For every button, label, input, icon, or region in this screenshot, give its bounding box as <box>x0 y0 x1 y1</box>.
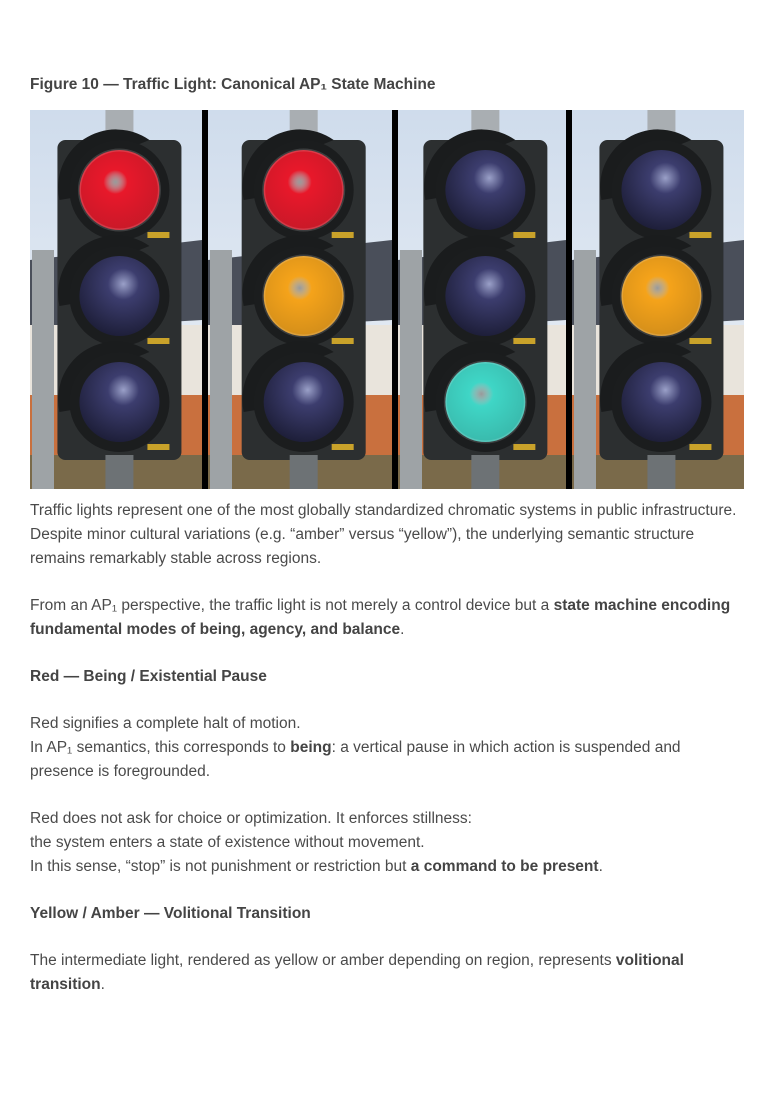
paragraph-ap1-perspective: From an AP₁ perspective, the traffic light is not merely a control device but a state machine encoding fundamental modes of being, agency, and balance. <box>30 597 731 638</box>
emphasis-being: being <box>290 739 332 756</box>
traffic-light-panel-3 <box>398 110 566 489</box>
traffic-light-panel-4 <box>572 110 744 489</box>
paragraph-yellow-meaning: The intermediate light, rendered as yellow or amber depending on region, represents volitional transition. <box>30 952 684 993</box>
paragraph-red-stillness: Red does not ask for choice or optimization. It enforces stillness: the system enters a state of existence without movement. In this sense, “stop” is not punishment or restriction but a command to be present. <box>30 810 603 875</box>
figure-title: Figure 10 — Traffic Light: Canonical AP₁ State Machine <box>30 76 436 93</box>
emphasis-be-present: a command to be present <box>410 858 599 875</box>
emphasis-state-machine: state machine encoding fundamental modes of being, agency, and balance <box>30 597 731 638</box>
lamp-off <box>79 362 159 442</box>
traffic-light-photo-collage <box>30 110 744 489</box>
lamp-off <box>621 362 701 442</box>
heading-yellow: Yellow / Amber — Volitional Transition <box>30 905 311 922</box>
lamp-off <box>621 150 701 230</box>
traffic-light-figure <box>30 110 744 489</box>
heading-red: Red — Being / Existential Pause <box>30 668 267 685</box>
body-text <box>30 499 744 1020</box>
paragraph-red-meaning: Red signifies a complete halt of motion. In AP₁ semantics, this corresponds to being: a vertical pause in which action is suspended and presence is foregrounded. <box>30 715 681 780</box>
lamp-off <box>264 362 344 442</box>
traffic-light-panel-2 <box>208 110 392 489</box>
lamp-off <box>445 150 525 230</box>
emphasis-volitional-transition: volitional transition <box>30 952 684 993</box>
traffic-light-panel-1 <box>30 110 202 489</box>
lamp-off <box>445 256 525 336</box>
lamp-off <box>79 256 159 336</box>
paragraph-intro: Traffic lights represent one of the most globally standardized chromatic systems in public infrastructure. Despite minor cultural variations (e.g. “amber” versus “yellow”), the underlying semantic structure remains remarkably stable across regions. <box>30 502 737 567</box>
